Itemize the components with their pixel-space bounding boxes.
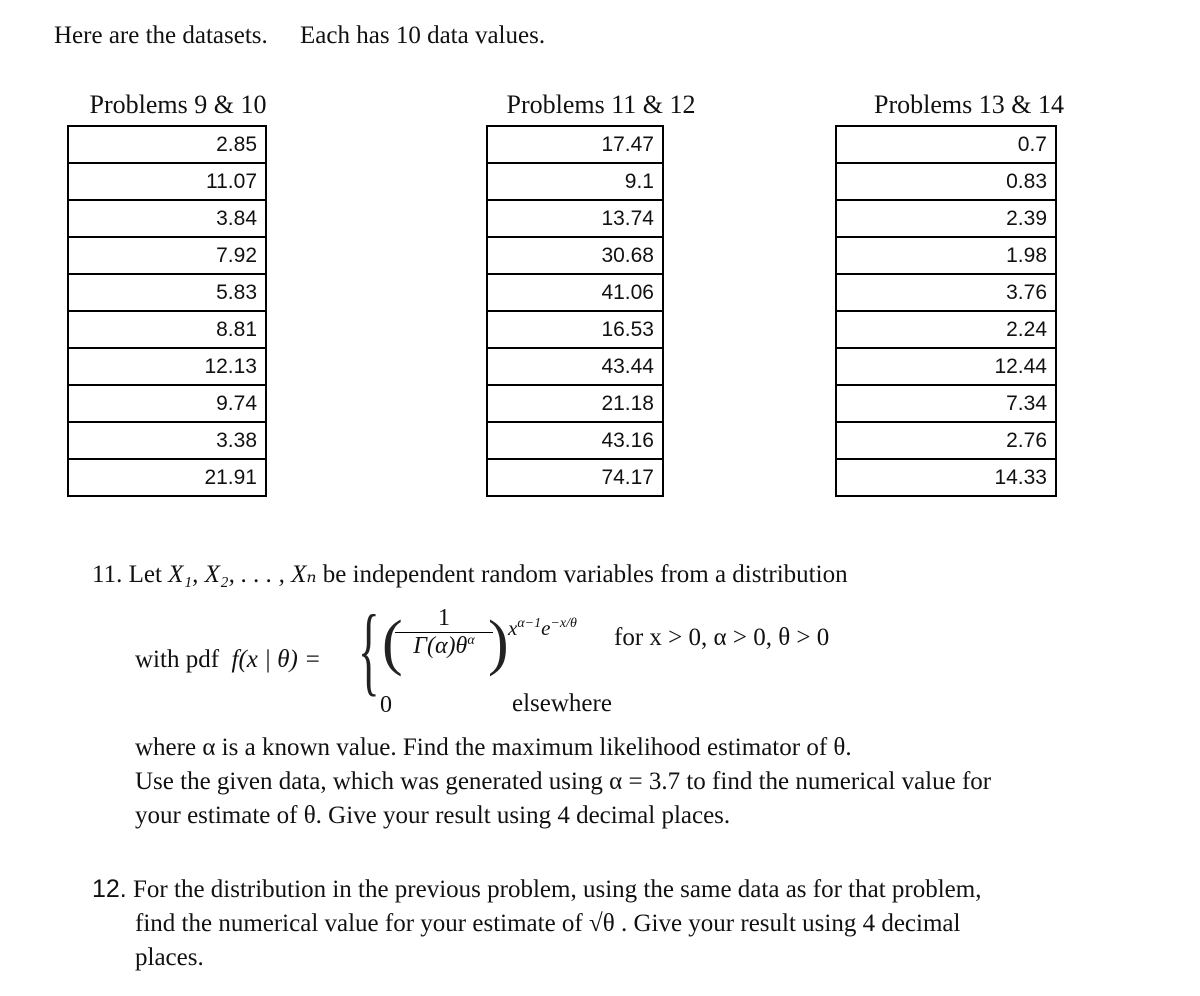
data-cell: 3.76 xyxy=(836,274,1056,311)
data-cell: 16.53 xyxy=(487,311,663,348)
data-cell: 0.83 xyxy=(836,163,1056,200)
right-paren: ) xyxy=(488,609,509,677)
data-cell: 9.1 xyxy=(487,163,663,200)
data-cell: 21.18 xyxy=(487,385,663,422)
data-cell: 2.39 xyxy=(836,200,1056,237)
intro-part-1: Here are the datasets. xyxy=(54,22,268,49)
denominator-exponent: α xyxy=(467,633,475,648)
data-cell: 13.74 xyxy=(487,200,663,237)
data-cell: 5.83 xyxy=(68,274,266,311)
data-cell: 3.84 xyxy=(68,200,266,237)
data-cell: 41.06 xyxy=(487,274,663,311)
fraction xyxy=(395,605,493,660)
intro-part-2: Each has 10 data values. xyxy=(300,22,546,49)
dataset-problems-13-14 xyxy=(835,90,1089,497)
denominator-base: Γ(α)θ xyxy=(413,633,468,659)
intro-text xyxy=(54,22,571,50)
data-cell: 7.92 xyxy=(68,237,266,274)
problem-12-line-2: find the numerical value for your estimate of √θ . Give your result using 4 decimal xyxy=(135,910,961,937)
data-table xyxy=(486,125,664,497)
data-cell: 0.7 xyxy=(836,126,1056,163)
pdf-case-2-value: 0 xyxy=(380,692,392,718)
problem-12-number: 12. xyxy=(92,875,127,903)
problem-11-line-3: your estimate of θ. Give your result using 4 decimal places. xyxy=(135,802,731,829)
data-cell: 8.81 xyxy=(68,311,266,348)
pdf-label xyxy=(135,646,321,674)
data-cell: 2.24 xyxy=(836,311,1056,348)
data-table xyxy=(67,125,267,497)
dataset-title: Problems 9 & 10 xyxy=(89,90,267,119)
data-cell: 14.33 xyxy=(836,459,1056,496)
problem-11-line-2: Use the given data, which was generated using α = 3.7 to find the numerical value for xyxy=(135,768,992,795)
data-cell: 30.68 xyxy=(487,237,663,274)
power-exponent: α−1 xyxy=(517,616,542,631)
pdf-label-text: with pdf xyxy=(135,646,220,673)
problem-12-line-3: places. xyxy=(135,944,204,971)
fraction-numerator: 1 xyxy=(395,605,493,633)
data-cell: 11.07 xyxy=(68,163,266,200)
problem-11-body xyxy=(135,731,1175,833)
exp-base: e xyxy=(541,616,551,640)
data-cell: 12.13 xyxy=(68,348,266,385)
exp-exponent: −x/θ xyxy=(550,616,577,631)
data-cell: 74.17 xyxy=(487,459,663,496)
data-cell: 7.34 xyxy=(836,385,1056,422)
problem-11-line-1: where α is a known value. Find the maximum likelihood estimator of θ. xyxy=(135,734,852,761)
data-cell: 21.91 xyxy=(68,459,266,496)
data-cell: 3.38 xyxy=(68,422,266,459)
data-table xyxy=(835,125,1057,497)
pdf-case-2-condition: elsewhere xyxy=(512,690,612,717)
problem-11-rest: be independent random variables from a distribution xyxy=(322,561,848,588)
piecewise-brace: { xyxy=(358,594,380,705)
pdf-function: f(x | θ) = xyxy=(231,646,321,673)
pdf-case-1 xyxy=(508,616,577,641)
data-cell: 43.16 xyxy=(487,422,663,459)
data-cell: 12.44 xyxy=(836,348,1056,385)
dataset-title: Problems 13 & 14 xyxy=(874,90,1064,119)
dataset-title: Problems 11 & 12 xyxy=(506,90,696,119)
problem-11-lead: 11. Let xyxy=(92,561,162,588)
power-base: x xyxy=(508,616,518,640)
dataset-problems-11-12 xyxy=(486,90,716,497)
dataset-problems-9-10 xyxy=(67,90,303,497)
left-paren: ( xyxy=(382,609,403,677)
data-cell: 2.85 xyxy=(68,126,266,163)
data-cell: 17.47 xyxy=(487,126,663,163)
fraction-denominator xyxy=(395,633,493,660)
data-cell: 9.74 xyxy=(68,385,266,422)
data-cell: 43.44 xyxy=(487,348,663,385)
problem-12-line-1: For the distribution in the previous problem, using the same data as for that problem, xyxy=(133,876,982,903)
problem-12 xyxy=(92,872,1152,975)
problem-11-statement xyxy=(92,558,848,592)
data-cell: 2.76 xyxy=(836,422,1056,459)
random-variables: X₁, X₂, . . . , Xₙ xyxy=(168,561,317,588)
pdf-case-1-condition: for x > 0, α > 0, θ > 0 xyxy=(614,624,830,651)
data-cell: 1.98 xyxy=(836,237,1056,274)
